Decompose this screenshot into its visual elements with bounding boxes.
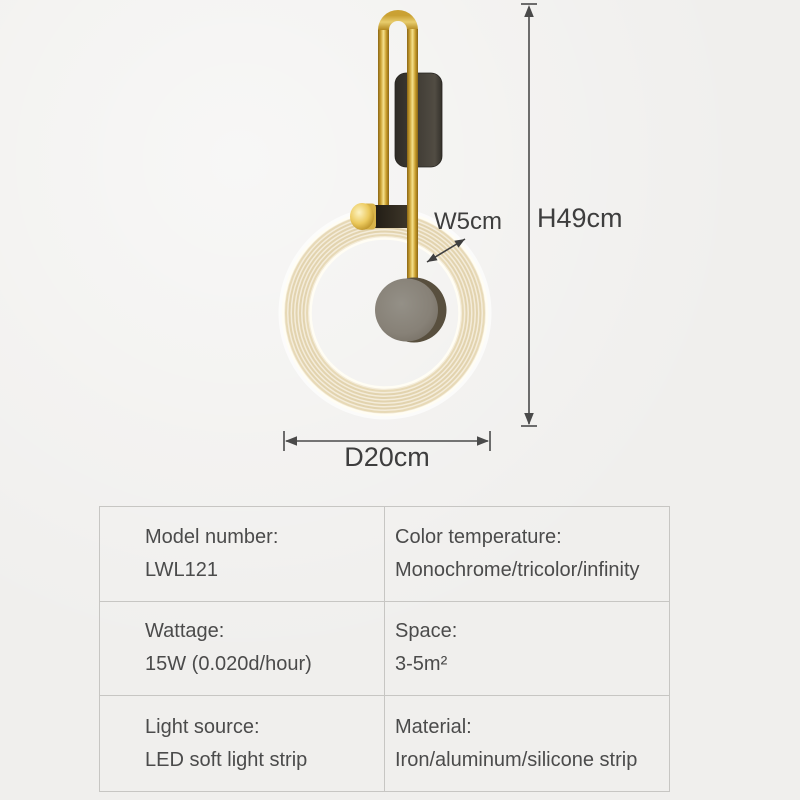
spec-value: 15W (0.020d/hour) (145, 653, 312, 676)
gold-arch-right-leg (407, 29, 418, 280)
spec-value: LED soft light strip (145, 748, 308, 771)
spec-label: Wattage: (145, 620, 225, 643)
spec-cell-model-number (100, 507, 385, 602)
gold-arch-left-leg (378, 29, 389, 209)
spec-label: Material: (395, 715, 472, 738)
spec-cell-material (385, 696, 669, 791)
spec-label: Model number: (145, 525, 279, 548)
height-dimension-label: H49cm (537, 203, 623, 233)
gold-peg (350, 203, 376, 230)
spec-value: 3-5m² (395, 653, 448, 676)
height-dimension-line (521, 4, 537, 426)
spec-value: LWL121 (145, 558, 219, 581)
width-dimension-label: W5cm (434, 208, 502, 235)
spec-label: Color temperature: (395, 525, 562, 548)
diameter-dimension-label: D20cm (344, 442, 430, 472)
spec-table (99, 506, 670, 792)
spec-value: Iron/aluminum/silicone strip (395, 748, 638, 771)
wall-mount-plate (395, 73, 442, 167)
spec-value: Monochrome/tricolor/infinity (395, 558, 640, 581)
spec-label: Space: (395, 620, 458, 643)
spec-label: Light source: (145, 715, 260, 738)
spec-cell-wattage (100, 602, 385, 697)
gold-arch-top (384, 15, 413, 30)
spec-cell-space (385, 602, 669, 697)
center-disc (375, 278, 447, 343)
spec-cell-light-source (100, 696, 385, 791)
spec-cell-color-temperature (385, 507, 669, 602)
